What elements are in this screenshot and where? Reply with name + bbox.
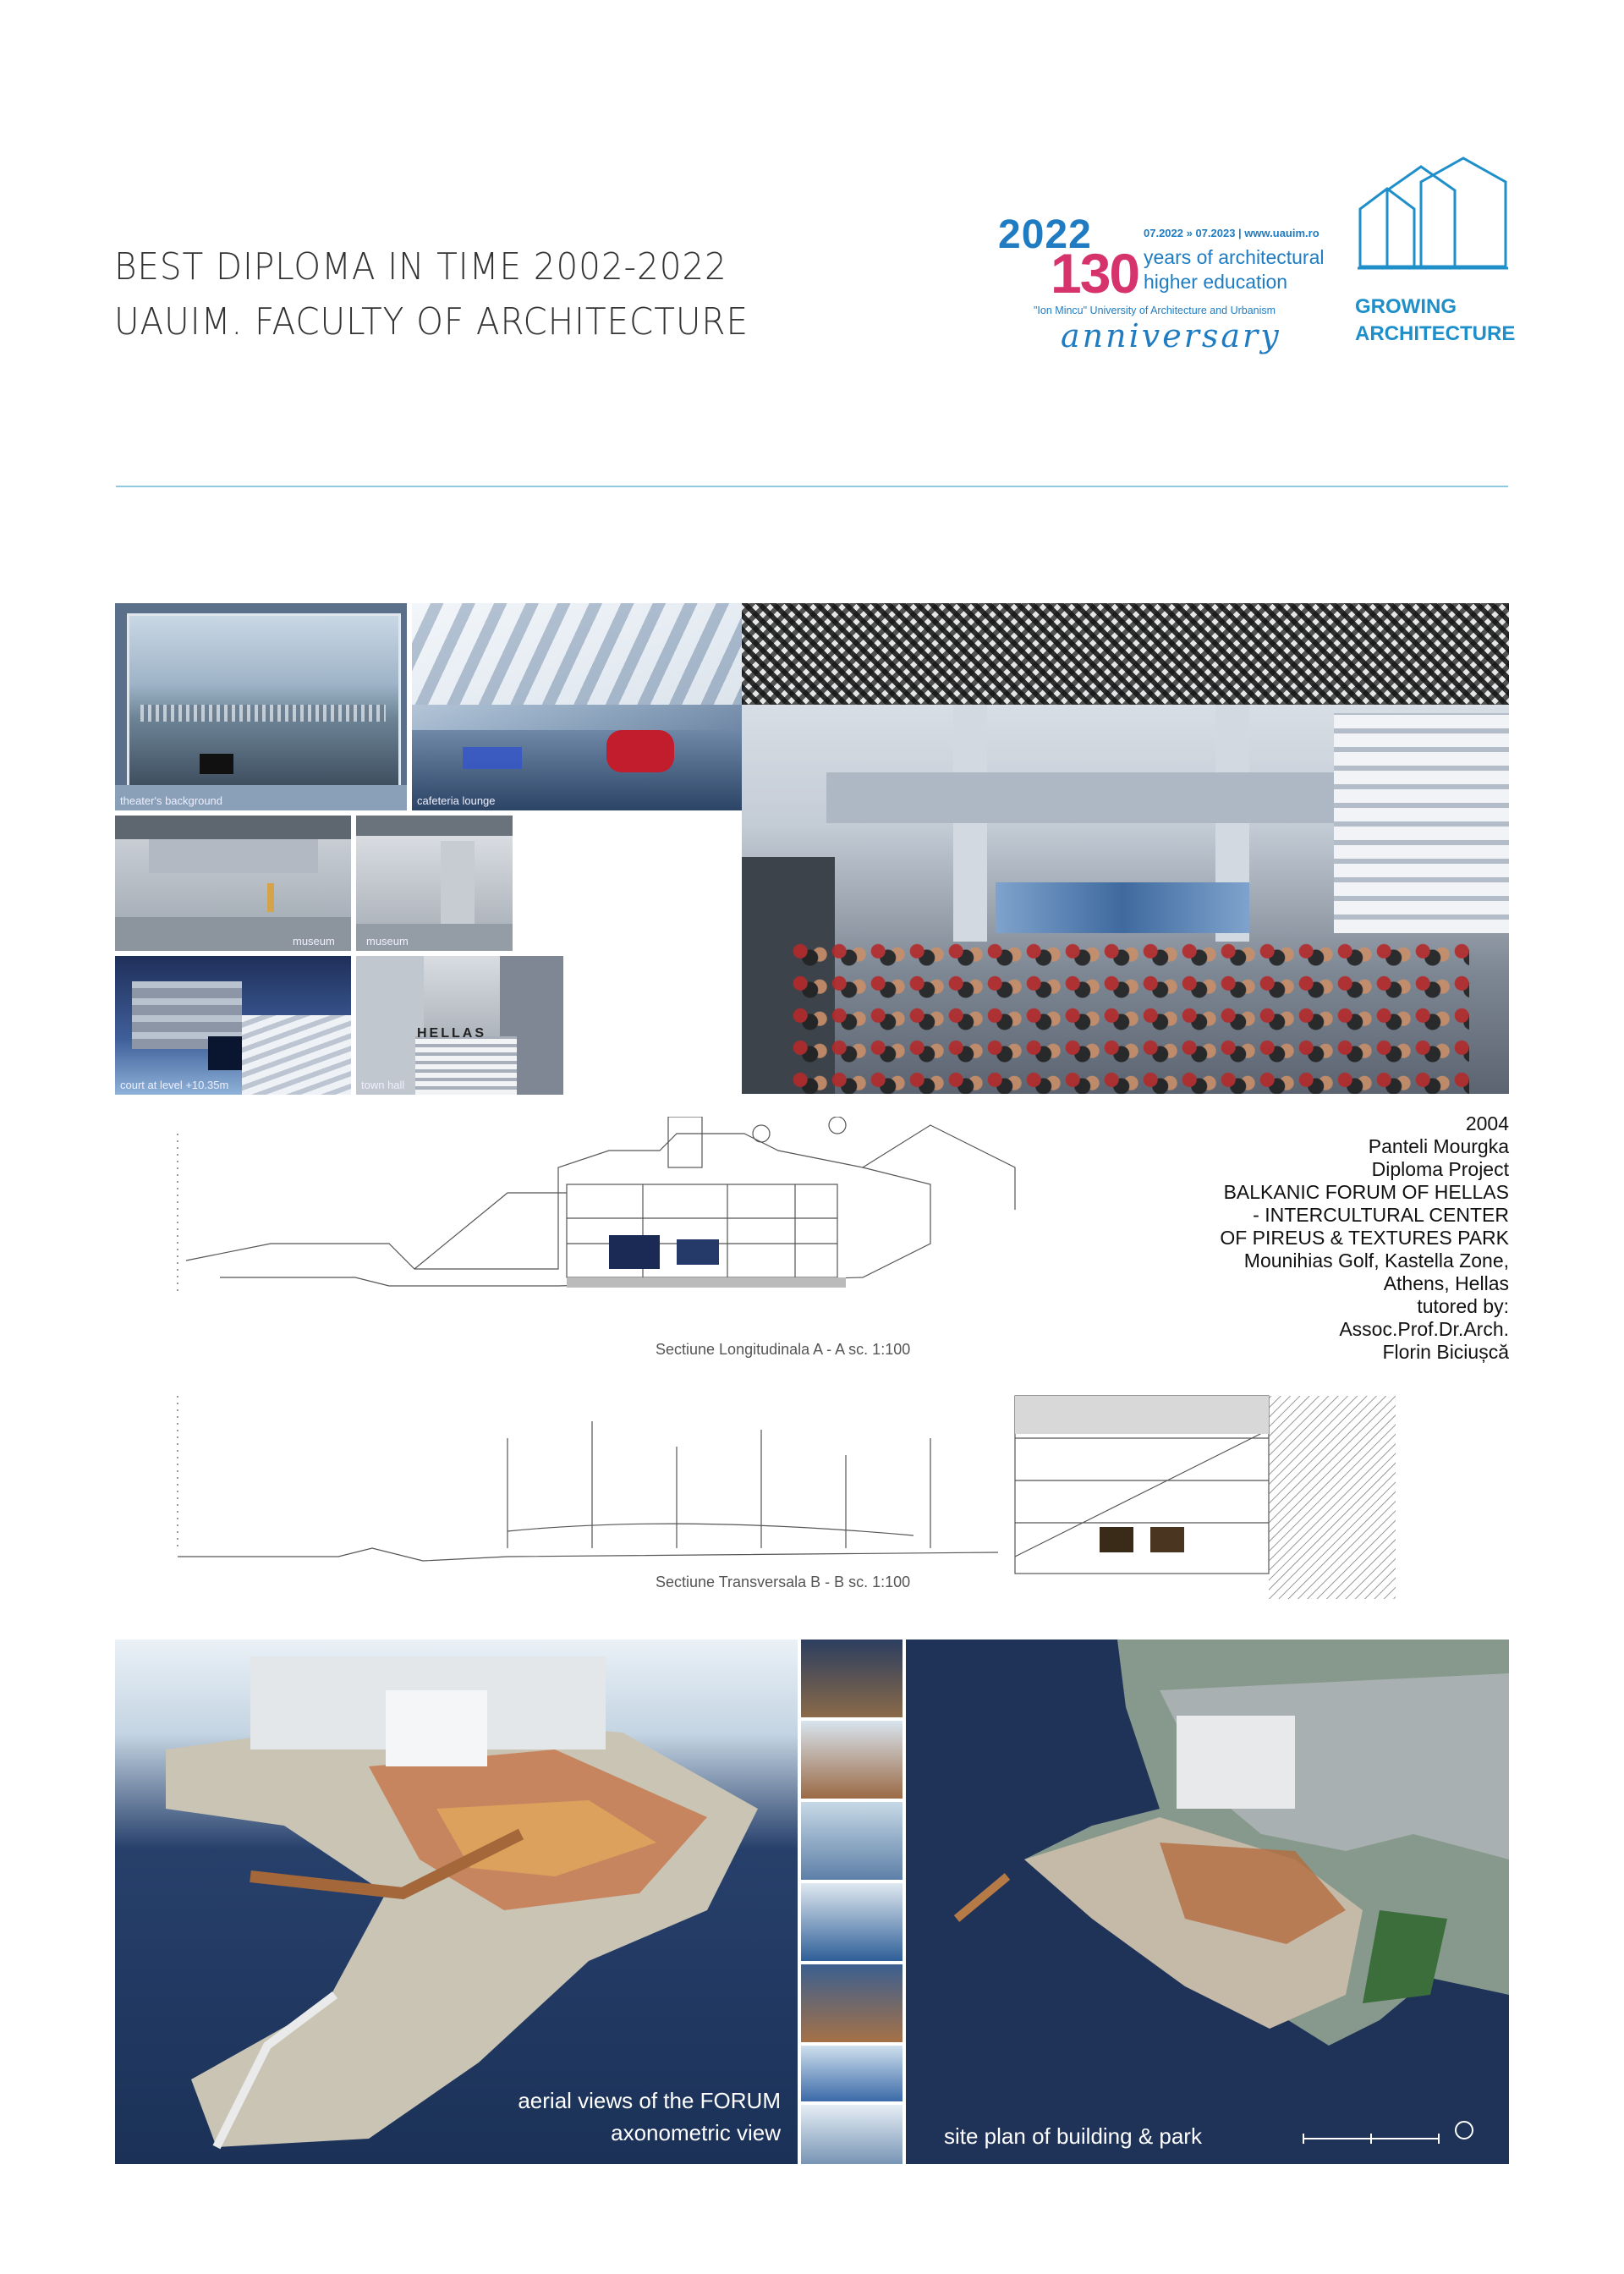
credits-title2: - INTERCULTURAL CENTER [1253, 1204, 1509, 1226]
caption-theater: theater's background [120, 794, 223, 807]
court-render [115, 956, 351, 1095]
growing-architecture-text [1355, 294, 1515, 348]
thumbnail-7 [801, 2105, 903, 2164]
site-plan-render [906, 1640, 1509, 2164]
townhall-render [356, 956, 563, 1095]
logo-number: 130 [1051, 242, 1139, 305]
longitudinal-section-caption: Sectiune Longitudinala A - A sc. 1:100 [656, 1341, 911, 1358]
thumbnail-3 [801, 1802, 903, 1880]
credits-location2: Athens, Hellas [1383, 1272, 1509, 1294]
thumbnail-6 [801, 2046, 903, 2101]
caption-site-plan: site plan of building & park [944, 2123, 1202, 2149]
caption-museum-1: museum [293, 935, 335, 948]
credits-type: Diploma Project [1371, 1158, 1509, 1180]
logo-university: "Ion Mincu" University of Architecture and Urbanism [1034, 305, 1276, 316]
logo-years-text [1144, 245, 1324, 294]
thumbnail-2 [801, 1721, 903, 1799]
credits-author: Panteli Mourgka [1368, 1135, 1509, 1157]
thumbnail-1 [801, 1640, 903, 1717]
growing-architecture-logo [1353, 157, 1522, 351]
credits-tutor-name: Florin Biciușcă [1382, 1341, 1509, 1363]
museum-render-1 [115, 816, 351, 951]
caption-cafeteria: cafeteria lounge [417, 794, 496, 807]
growing-line2: ARCHITECTURE [1355, 322, 1516, 345]
credits-title3: OF PIREUS & TEXTURES PARK [1220, 1227, 1509, 1249]
caption-townhall: town hall [361, 1079, 405, 1091]
growing-line1: GROWING [1355, 295, 1457, 318]
credits-tutor-title: Assoc.Prof.Dr.Arch. [1339, 1318, 1509, 1340]
aerial-axonometric-render [115, 1640, 798, 2164]
caption-aerial-views: aerial views of the FORUM [518, 2088, 781, 2113]
logo-years-line2: higher education [1144, 271, 1288, 293]
header-divider [116, 486, 1508, 487]
cafeteria-render [412, 603, 748, 810]
credits-location1: Mounihias Golf, Kastella Zone, [1243, 1250, 1509, 1272]
atrium-render [742, 603, 1509, 1094]
logo-anniversary-word: anniversary [1061, 317, 1281, 354]
credits-tutor-label: tutored by: [1417, 1295, 1509, 1317]
caption-court: court at level +10.35m [120, 1079, 229, 1091]
page-title-line1: BEST DIPLOMA IN TIME 2002-2022 [114, 245, 727, 288]
page-title-line2: UAUIM. FACULTY OF ARCHITECTURE [114, 300, 749, 343]
hellas-sign: HELLAS [417, 1026, 486, 1041]
caption-axonometric: axonometric view [611, 2120, 781, 2145]
anniversary-logo [998, 211, 1336, 355]
logo-years-line1: years of architectural [1144, 246, 1325, 268]
caption-museum-2: museum [366, 935, 409, 948]
thumbnail-strip [801, 1640, 903, 2164]
thumbnail-5 [801, 1964, 903, 2042]
axonometric-landmass [115, 1640, 798, 2164]
houses-icon [1353, 157, 1514, 275]
transversal-section-caption: Sectiune Transversala B - B sc. 1:100 [656, 1574, 911, 1590]
longitudinal-section-drawing [169, 1117, 1184, 1345]
logo-year: 2022 [998, 212, 1092, 257]
logo-dates: 07.2022 » 07.2023 | www.uauim.ro [1144, 227, 1320, 239]
credits-year: 2004 [1465, 1112, 1509, 1134]
site-plan-drawing [906, 1640, 1509, 2164]
museum-render-2 [356, 816, 513, 951]
thumbnail-4 [801, 1883, 903, 1961]
credits-title1: BALKANIC FORUM OF HELLAS [1223, 1181, 1509, 1203]
theater-render [115, 603, 407, 810]
